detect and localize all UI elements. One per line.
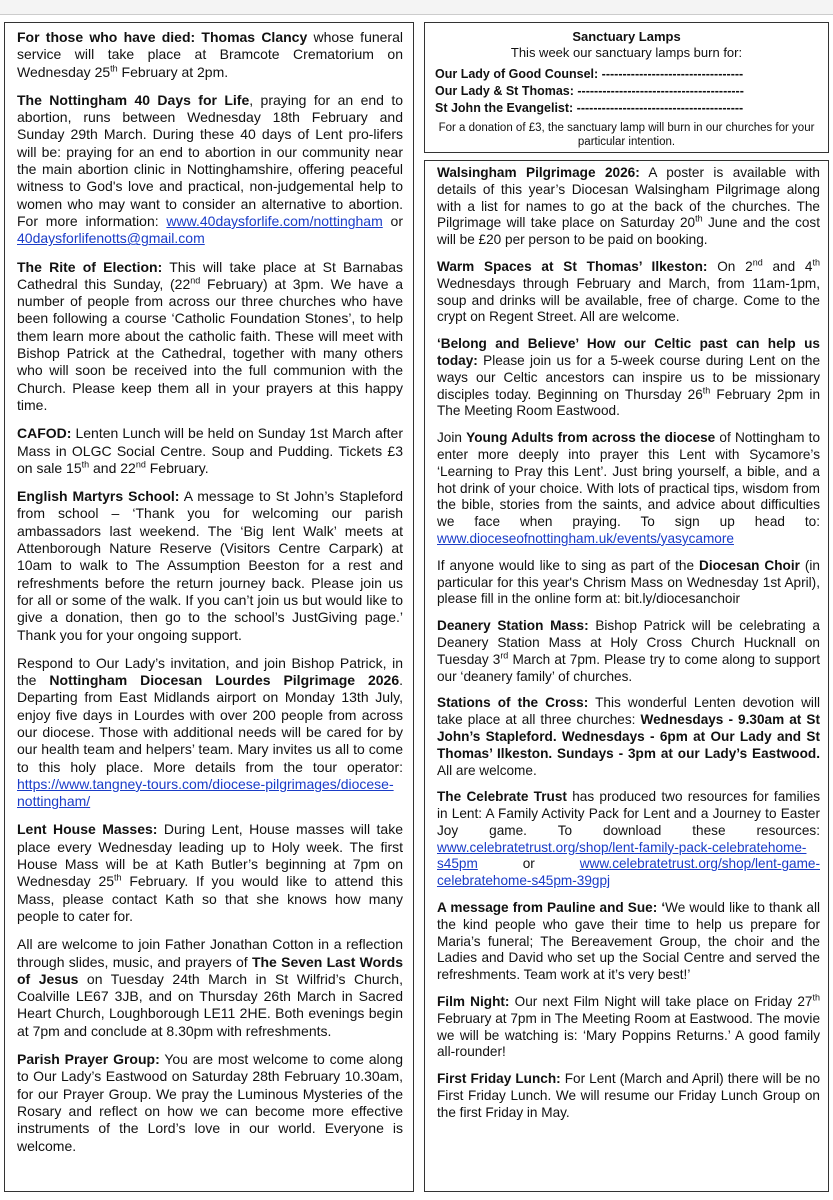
stations-text-end: All are welcome. — [437, 762, 537, 778]
forty-days-link[interactable]: www.40daysforlife.com/nottingham — [166, 212, 383, 229]
lamp-line-good-counsel: Our Lady of Good Counsel: ---------------------------------- — [435, 67, 744, 81]
seven-text-end: on Tuesday 24th March in St Wilfrid’s Church, Coalville LE67 3JB, and on Thursday 26th March in Sacred Heart Church, Loughborough LE11 2HE. Both evenings begin at 7pm and conclude at 8.30pm with refreshments. — [17, 970, 403, 1039]
cafod-text-end: February. — [145, 459, 209, 476]
lamp-line-st-john: St John the Evangelist: ---------------------------------------- — [435, 101, 744, 115]
sanctuary-lamps-box — [424, 22, 829, 153]
yasycamore-link[interactable]: www.dioceseofnottingham.uk/events/yasycamore — [437, 530, 734, 546]
stations-bold: Wednesdays - 9.30am at St John’s Stapleford. Wednesdays - 6pm at Our Lady and St Thomas’ Ilkeston. Sundays - 3pm at our Lady’s Eastwood. — [437, 712, 820, 761]
pauline-text: We would like to thank all the kind people who gave their time to help us prepare for Maria’s funeral; The Bereavement Group, the choir and the Ladies and David who set up the Social Centre and served the refreshments. Team work at it’s very best!’ — [437, 900, 821, 983]
walsingham-text: A poster is available with details of this year’s Diocesan Walsingham Pilgrimage along with a list for names to go at the back of the churches. The Pilgrimage will take place on Saturday 20 — [437, 165, 820, 231]
lamps-title: Sanctuary Lamps — [572, 29, 681, 44]
film-lead: Film Night: — [437, 994, 510, 1010]
young-bold: Young Adults from across the diocese — [466, 430, 716, 446]
deanery-lead: Deanery Station Mass: — [437, 618, 589, 634]
forty-lead: The Nottingham 40 Days for Life — [17, 91, 250, 108]
celebrate-text: has produced two resources for families in Lent: A Family Activity Pack for Lent and a Journey to Easter Joy game. To download these resources: — [437, 789, 820, 838]
cafod-lead: CAFOD: — [17, 425, 72, 442]
belong-lead: ‘Belong and Believe’ How our Celtic past can help us today: — [437, 336, 820, 368]
notice-belong-believe — [437, 336, 820, 420]
election-sup: nd — [190, 275, 201, 286]
died-lead: For those who have died: Thomas Clancy — [17, 29, 308, 45]
notice-cafod — [17, 425, 403, 477]
warm-text-mid: and 4 — [762, 258, 813, 274]
forty-or: or — [382, 212, 403, 229]
stations-lead: Stations of the Cross: — [437, 695, 589, 711]
seven-text: All are welcome to join Father Jonathan Cotton in a reflection through slides, music, and prayers of — [17, 936, 403, 970]
deanery-text: Bishop Patrick will be celebrating a Deanery Station Mass at Holy Cross Church Hucknall on Tuesday 3 — [437, 618, 820, 667]
forty-text: , praying for an end to abortion, runs between Wednesday 18th February and Sunday 29th March. During these 40 days of Lent pro-lifers will be: praying for an end to abortion in our community near the main abortion clinic in Nottinghamshire, offering peaceful witness to God's love and practical, non-judgemental help to women who may want to consider an alternative to abortion. For more information: — [17, 91, 403, 229]
cafod-text: Lenten Lunch will be held on Sunday 1st March after Mass in OLGC Social Centre. Soup and Pudding. Tickets £3 on sale 15 — [17, 425, 403, 476]
notice-film-night — [437, 994, 820, 1061]
seven-bold: The Seven Last Words of Jesus — [17, 953, 403, 987]
lamps-subtitle: This week our sanctuary lamps burn for: — [510, 45, 743, 60]
cafod-sup1: th — [81, 459, 90, 470]
prayer-text: You are most welcome to come along to Our Lady’s Eastwood on Saturday 28th February 10.30am, for our Prayer Group. We pray the Luminous Mysteries of the Rosary and reflect on how we can become more effective instruments of the Lord’s love in our world. Everyone is welcome. — [17, 1051, 404, 1154]
belong-text-end: February 2pm in The Meeting Room Eastwood. — [437, 386, 821, 419]
notice-young-adults — [437, 430, 820, 548]
celebrate-game-link[interactable]: www.celebratetrust.org/shop/lent-game-celebratehome-s45pm-39gpj — [437, 856, 820, 889]
notice-diocesan-choir — [437, 558, 820, 608]
died-text: whose funeral service will take place at Bramcote Crematorium on Wednesday 25 — [17, 29, 403, 80]
choir-text: If anyone would like to sing as part of the — [437, 557, 700, 573]
notice-stations-cross — [437, 695, 820, 779]
choir-text-end: (in particular for this year's Chrism Mass on Wednesday 1st April), please fill in the online form at: bit.ly/diocesanchoir — [437, 557, 820, 607]
died-text-end: February at 2pm. — [117, 63, 229, 80]
notice-seven-last-words — [17, 936, 403, 1040]
house-text: During Lent, House masses will take place every Wednesday leading up to Holy week. The first House Mass will be at Kath Butler’s beginning at 7pm on Wednesday 25 — [17, 821, 403, 890]
walsingham-text-end: June and the cost will be £20 per person to be paid on booking. — [437, 215, 820, 248]
house-text-end: February. If you would like to attend this Mass, please contact Kath so that she knows how many people to cater for. — [17, 873, 404, 924]
celebrate-family-pack-link[interactable]: www.celebratetrust.org/shop/lent-family-pack-celebratehome-s45pm — [437, 839, 807, 872]
young-text: Join — [437, 430, 467, 446]
friday-lead: First Friday Lunch: — [437, 1071, 561, 1087]
walsingham-lead: Walsingham Pilgrimage 2026: — [437, 165, 640, 180]
cafod-text-mid: and 22 — [89, 459, 136, 476]
warm-sup2: th — [812, 257, 820, 268]
warm-text-end: Wednesdays through February and March, from 11am-1pm, soup and drinks will be available, free of charge. Come to the crypt on Regent Street. All are welcome. — [437, 275, 820, 325]
deanery-text-end: March at 7pm. Please try to come along to support our ‘deanery family’ of churches. — [437, 651, 820, 684]
cafod-sup2: nd — [135, 459, 146, 470]
choir-bold: Diocesan Choir — [699, 557, 800, 573]
film-text-end: February at 7pm in The Meeting Room at Eastwood. The movie we will be watching is: ‘Mary Poppins Returns.’ A good family all-rounder! — [437, 1010, 820, 1060]
martyrs-text: A message to St John’s Stapleford from school – ‘Thank you for welcoming our parish ambassadors last weekend. The ‘Big lent Walk’ meets at Attenborough Nature Reserve (Visitors Centre Carpark) at 10am to walk to The Assumption Beeston for a rest and refreshments before the return journey back. Please join us for all or some of the walk. If you can’t join us but would like to give a donation, then go to the school’s JustGiving page.’ Thank you for your ongoing support. — [17, 488, 403, 643]
election-text: This will take place at St Barnabas Cathedral this Sunday, (22 — [17, 258, 403, 292]
lourdes-link[interactable]: https://www.tangney-tours.com/diocese-pilgrimages/diocese-nottingham/ — [17, 775, 394, 810]
notice-english-martyrs — [17, 488, 403, 644]
notice-40-days — [17, 92, 403, 248]
stations-text: This wonderful Lenten devotion will take place at all three churches: — [437, 695, 820, 728]
notice-died — [17, 29, 403, 81]
notice-prayer-group — [17, 1051, 403, 1155]
warm-text: On 2 — [707, 258, 753, 274]
house-sup: th — [114, 872, 122, 883]
election-text-end: February) at 3pm. We have a number of people from across our three churches who have been following a course ‘Catholic Foundation Stones’, to help them learn more about the catholic faith. These will meet with Bishop Patrick at the Cathedral, together with many others who will soon be received into the full communion with the Church. Please keep them all in your prayers at this happy time. — [17, 275, 403, 413]
notice-first-friday — [437, 1071, 820, 1121]
forty-days-email-link[interactable]: 40daysforlifenotts@gmail.com — [17, 230, 205, 247]
celebrate-lead: The Celebrate Trust — [437, 789, 567, 805]
died-sup: th — [110, 62, 118, 73]
lamps-note: For a donation of £3, the sanctuary lamp will burn in our churches for your particular intention. — [438, 122, 815, 148]
notice-celebrate-trust — [437, 789, 820, 890]
friday-text: For Lent (March and April) there will be no First Friday Lunch. We will resume our Friday Lunch Group on the first Friday in May. — [437, 1071, 820, 1120]
martyrs-lead: English Martyrs School: — [17, 488, 180, 505]
right-column — [424, 160, 829, 1192]
left-column — [4, 22, 414, 1192]
notice-lourdes — [17, 655, 403, 811]
lourdes-text: Respond to Our Lady’s invitation, and join Bishop Patrick, in the — [17, 654, 403, 689]
notice-pauline-sue — [437, 900, 820, 984]
pauline-lead: A message from Pauline and Sue: ‘ — [437, 900, 666, 916]
notice-house-masses — [17, 821, 403, 925]
house-lead: Lent House Masses: — [17, 821, 158, 838]
belong-text: Please join us for a 5-week course during Lent on the ways our Celtic ancestors can inspire us to be missionary disciples today. Beginning on Thursday 26 — [437, 352, 820, 402]
young-text-end: of Nottingham to enter more deeply into prayer this Lent with Sycamore’s ‘Learning to Pray this Lent’. Just bring yourself, a bible, and a hot drink of your choice. With lots of practical tips, wisdom from the bible, stories from the saints, and advice about difficulties we face when praying. To sign up head to: — [437, 430, 821, 530]
lourdes-text-end: . Departing from East Midlands airport on Monday 13th July, enjoy five days in Lourdes with over 200 people from across our diocese. Those with additional needs will be cared for by our health team and helpers’ team. Mary invites us all to come to this holy place. More details from the tour operator: — [17, 672, 403, 775]
warm-sup1: nd — [752, 257, 763, 268]
lamp-line-st-thomas: Our Lady & St Thomas: ---------------------------------------- — [435, 84, 744, 98]
notice-deanery-mass — [437, 618, 820, 685]
belong-sup: th — [702, 385, 711, 396]
election-lead: The Rite of Election: — [17, 258, 163, 275]
notice-walsingham — [437, 165, 820, 249]
film-sup: th — [812, 992, 820, 1003]
notice-rite-of-election — [17, 259, 403, 415]
top-edge — [0, 0, 833, 15]
lourdes-bold: Nottingham Diocesan Lourdes Pilgrimage 2026 — [49, 672, 400, 689]
deanery-sup: rd — [500, 650, 509, 661]
warm-lead: Warm Spaces at St Thomas’ Ilkeston: — [437, 258, 708, 274]
walsingham-sup: th — [695, 213, 703, 224]
film-text: Our next Film Night will take place on Friday 27 — [509, 994, 813, 1010]
notice-warm-spaces — [437, 259, 820, 326]
prayer-lead: Parish Prayer Group: — [17, 1051, 160, 1068]
celebrate-or: or — [477, 856, 580, 872]
